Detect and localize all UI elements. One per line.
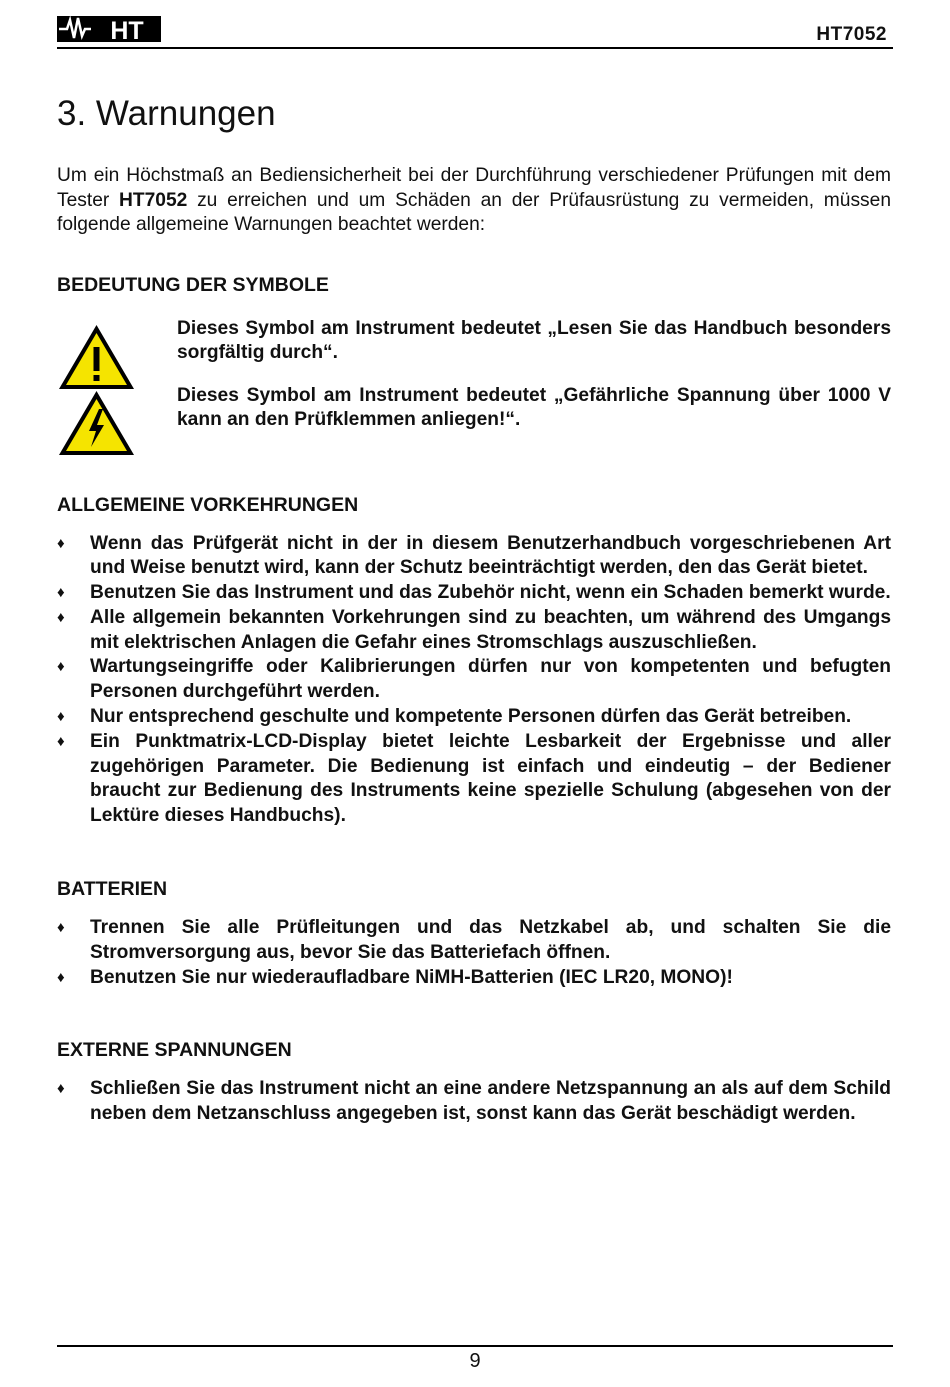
batteries-list [57, 916, 891, 990]
intro-paragraph [57, 164, 891, 238]
list-item-text: Schließen Sie das Instrument nicht an eine andere Netzspannung an als auf dem Schild neben dem Netzanschluss angegeben ist, sonst kann das Gerät beschädigt werden. [90, 1078, 891, 1125]
list-item [57, 581, 891, 606]
high-voltage-icon [57, 389, 136, 457]
batteries-heading: BATTERIEN [57, 878, 168, 901]
list-item [57, 655, 891, 705]
footer-divider [57, 1345, 893, 1347]
page-title: 3. Warnungen [57, 94, 276, 133]
bullet-icon: ♦ [57, 608, 65, 626]
bullet-icon: ♦ [57, 534, 65, 552]
list-item-text: Benutzen Sie nur wiederaufladbare NiMH-Batterien (IEC LR20, MONO)! [90, 966, 733, 988]
bullet-icon: ♦ [57, 658, 65, 676]
symbol-caution-text: Dieses Symbol am Instrument bedeutet „Lesen Sie das Handbuch besonders sorgfältig durch“. [177, 317, 891, 363]
bullet-icon: ♦ [57, 919, 65, 937]
symbols-block [57, 317, 891, 457]
intro-part1: Um ein Höchstmaß an Bediensicherheit bei der Durchführung verschiedener Prüfungen mit dem Tester [57, 165, 891, 211]
list-item [57, 1077, 891, 1127]
list-item-text: Ein Punktmatrix-LCD-Display bietet leichte Lesbarkeit der Ergebnisse und aller zugehörigen Parameter. Die Bedienung ist einfach und eindeutig – der Bediener braucht zur Bedienung des Instruments keine spezielle Schulung (abgesehen von der Lektüre dieses Handbuchs). [90, 730, 891, 827]
intro-part2: zu erreichen und um Schäden an der Prüfausrüstung zu vermeiden, müssen folgende allgemeine Warnungen beachtet werden: [57, 189, 891, 235]
list-item [57, 916, 891, 966]
bullet-icon: ♦ [57, 584, 65, 602]
list-item [57, 606, 891, 656]
ht-logo [57, 12, 161, 44]
bullet-icon: ♦ [57, 968, 65, 986]
list-item-text: Nur entsprechend geschulte und kompetente Personen dürfen das Gerät betreiben. [90, 706, 852, 728]
header-model: HT7052 [816, 24, 887, 45]
general-heading: ALLGEMEINE VORKEHRUNGEN [57, 493, 359, 516]
list-item [57, 532, 891, 582]
intro-model: HT7052 [119, 189, 188, 211]
symbol-voltage-text: Dieses Symbol am Instrument bedeutet „Gefährliche Spannung über 1000 V kann an den Prüfklemmen anliegen!“. [177, 384, 891, 430]
page-header [57, 10, 893, 49]
logo-text: HT [110, 17, 144, 44]
bullet-icon: ♦ [57, 708, 65, 726]
list-item-text: Alle allgemein bekannten Vorkehrungen sind zu beachten, um während des Umgangs mit elektrischen Anlagen die Gefahr eines Stromschlags auszuschließen. [90, 606, 891, 653]
list-item [57, 730, 891, 829]
bullet-icon: ♦ [57, 732, 65, 750]
external-list [57, 1077, 891, 1127]
list-item-text: Wartungseingriffe oder Kalibrierungen dürfen nur von kompetenten und befugten Personen durchgeführt werden. [90, 656, 891, 703]
general-list [57, 532, 891, 830]
main-content [57, 88, 891, 1127]
list-item-text: Trennen Sie alle Prüfleitungen und das Netzkabel ab, und schalten Sie die Stromversorgung aus, bevor Sie das Batteriefach öffnen. [90, 917, 891, 963]
external-heading: EXTERNE SPANNUNGEN [57, 1039, 292, 1062]
bullet-icon: ♦ [57, 1080, 65, 1098]
list-item [57, 966, 891, 991]
list-item [57, 705, 891, 730]
list-item-text: Benutzen Sie das Instrument und das Zubehör nicht, wenn ein Schaden bemerkt wurde. [90, 582, 891, 604]
symbols-heading: BEDEUTUNG DER SYMBOLE [57, 273, 329, 296]
page-number: 9 [469, 1350, 481, 1372]
list-item-text: Wenn das Prüfgerät nicht in der in diesem Benutzerhandbuch vorgeschriebenen Art und Weise benutzt wird, kann der Schutz beeinträchtigt werden, den das Gerät bietet. [90, 532, 891, 579]
caution-icon [57, 323, 136, 391]
